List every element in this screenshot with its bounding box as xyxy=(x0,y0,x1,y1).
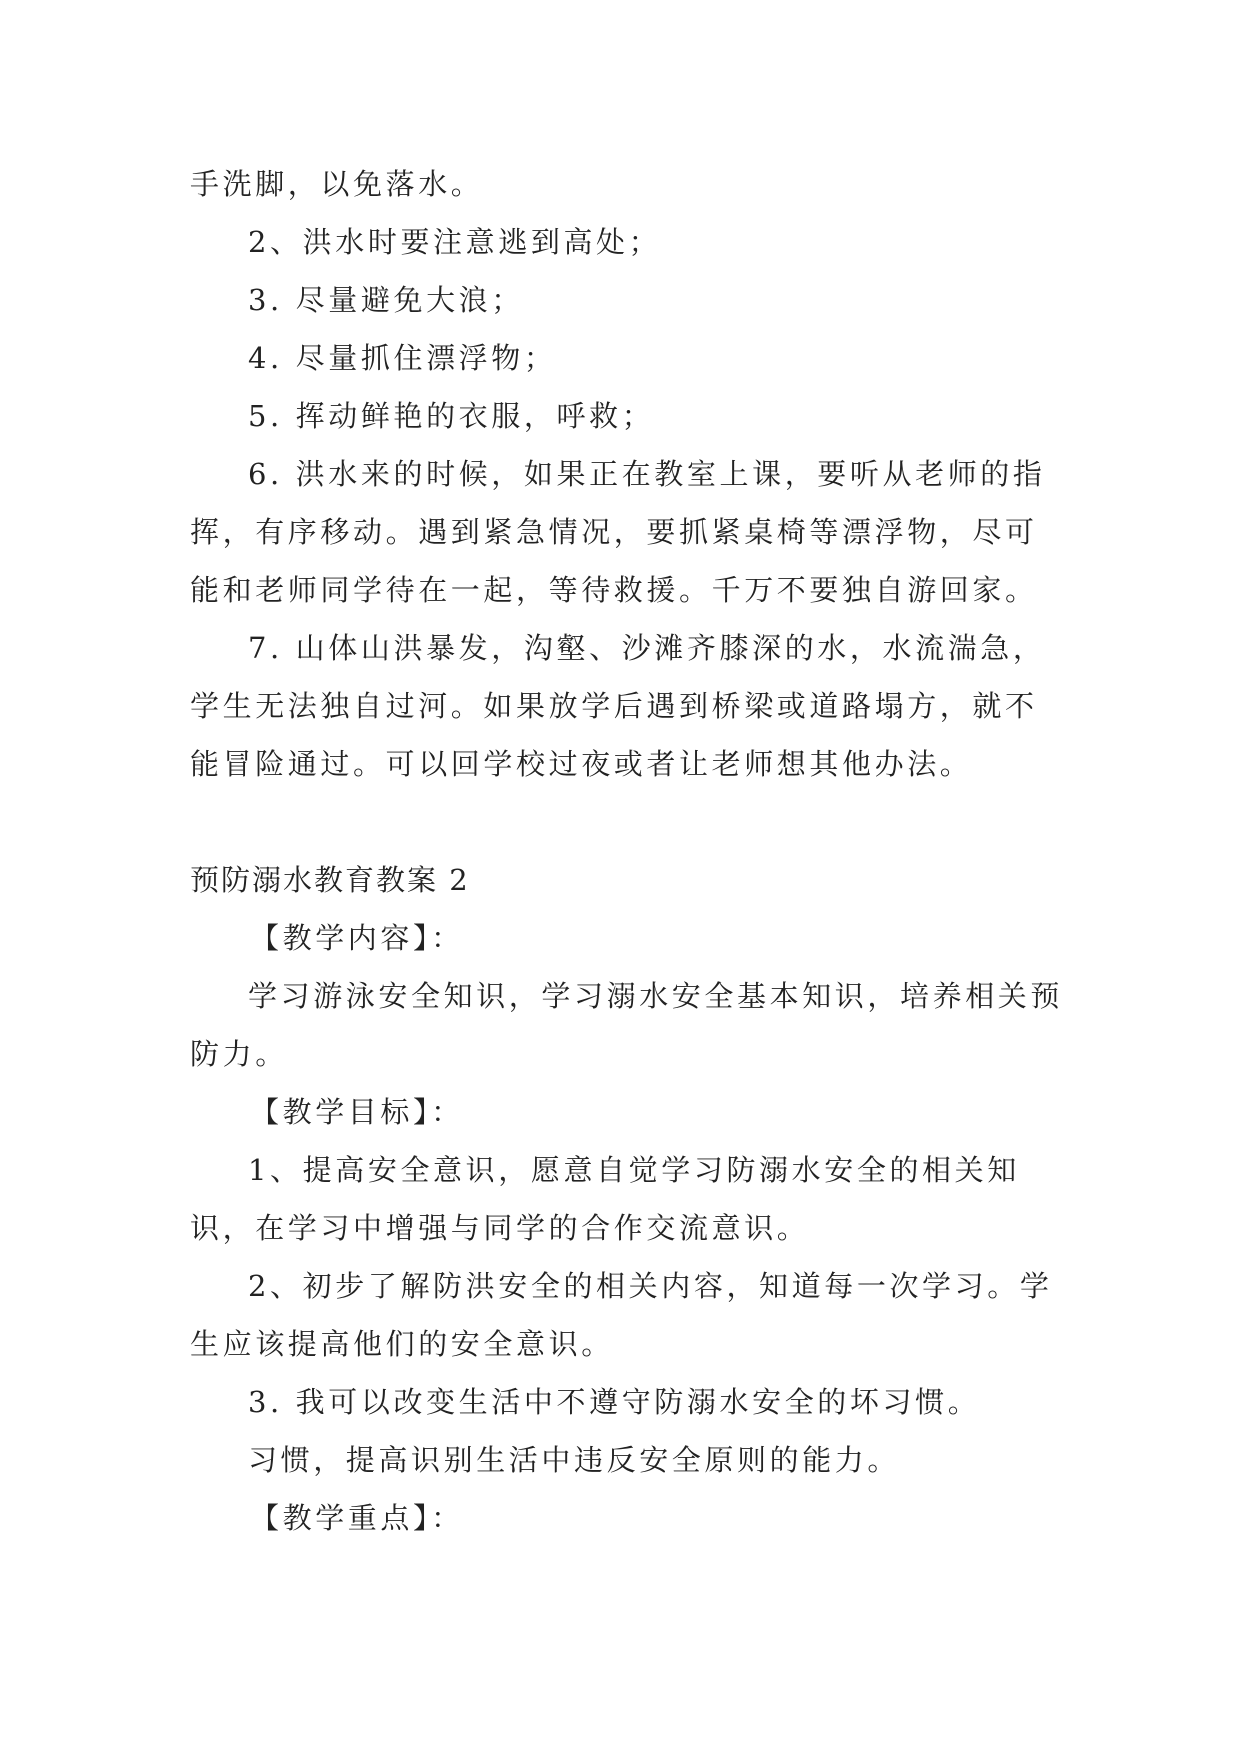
teaching-focus-heading: 【教学重点】： xyxy=(250,1501,464,1535)
teaching-content-text: 学习游泳安全知识，学习溺水安全基本知识，培养相关预防力。 xyxy=(190,979,1064,1071)
teaching-goals-heading: 【教学目标】： xyxy=(250,1095,464,1129)
teaching-goal-3-continuation: 习惯，提高识别生活中违反安全原则的能力。 xyxy=(248,1443,901,1477)
section-title: 预防溺水教育教案 2 xyxy=(190,863,470,897)
teaching-goal-2: 2、初步了解防洪安全的相关内容，知道每一次学习。学生应该提高他们的安全意识。 xyxy=(190,1269,1053,1361)
paragraph-continuation: 手洗脚，以免落水。 xyxy=(190,167,484,201)
flood-tip-7: 7. 山体山洪暴发，沟壑、沙滩齐膝深的水，水流湍急，学生无法独自过河。如果放学后遇到桥梁或道路塌方，就不能冒险通过。可以回学校过夜或者让老师想其他办法。 xyxy=(190,631,1046,781)
flood-tip-3: 3. 尽量避免大浪； xyxy=(248,283,524,317)
document-body xyxy=(190,155,1070,1547)
flood-tip-2: 2、洪水时要注意逃到高处； xyxy=(248,225,662,259)
teaching-goal-1: 1、提高安全意识，愿意自觉学习防溺水安全的相关知识，在学习中增强与同学的合作交流意识。 xyxy=(190,1153,1020,1245)
flood-tip-6: 6. 洪水来的时候，如果正在教室上课，要听从老师的指挥，有序移动。遇到紧急情况，要抓紧桌椅等漂浮物，尽可能和老师同学待在一起，等待救援。千万不要独自游回家。 xyxy=(190,457,1046,607)
flood-tip-4: 4. 尽量抓住漂浮物； xyxy=(248,341,557,375)
teaching-content-heading: 【教学内容】： xyxy=(250,921,464,955)
teaching-goal-3: 3. 我可以改变生活中不遵守防溺水安全的坏习惯。 xyxy=(248,1385,981,1419)
flood-tip-5: 5. 挥动鲜艳的衣服，呼救； xyxy=(248,399,655,433)
section-gap xyxy=(190,793,1070,851)
